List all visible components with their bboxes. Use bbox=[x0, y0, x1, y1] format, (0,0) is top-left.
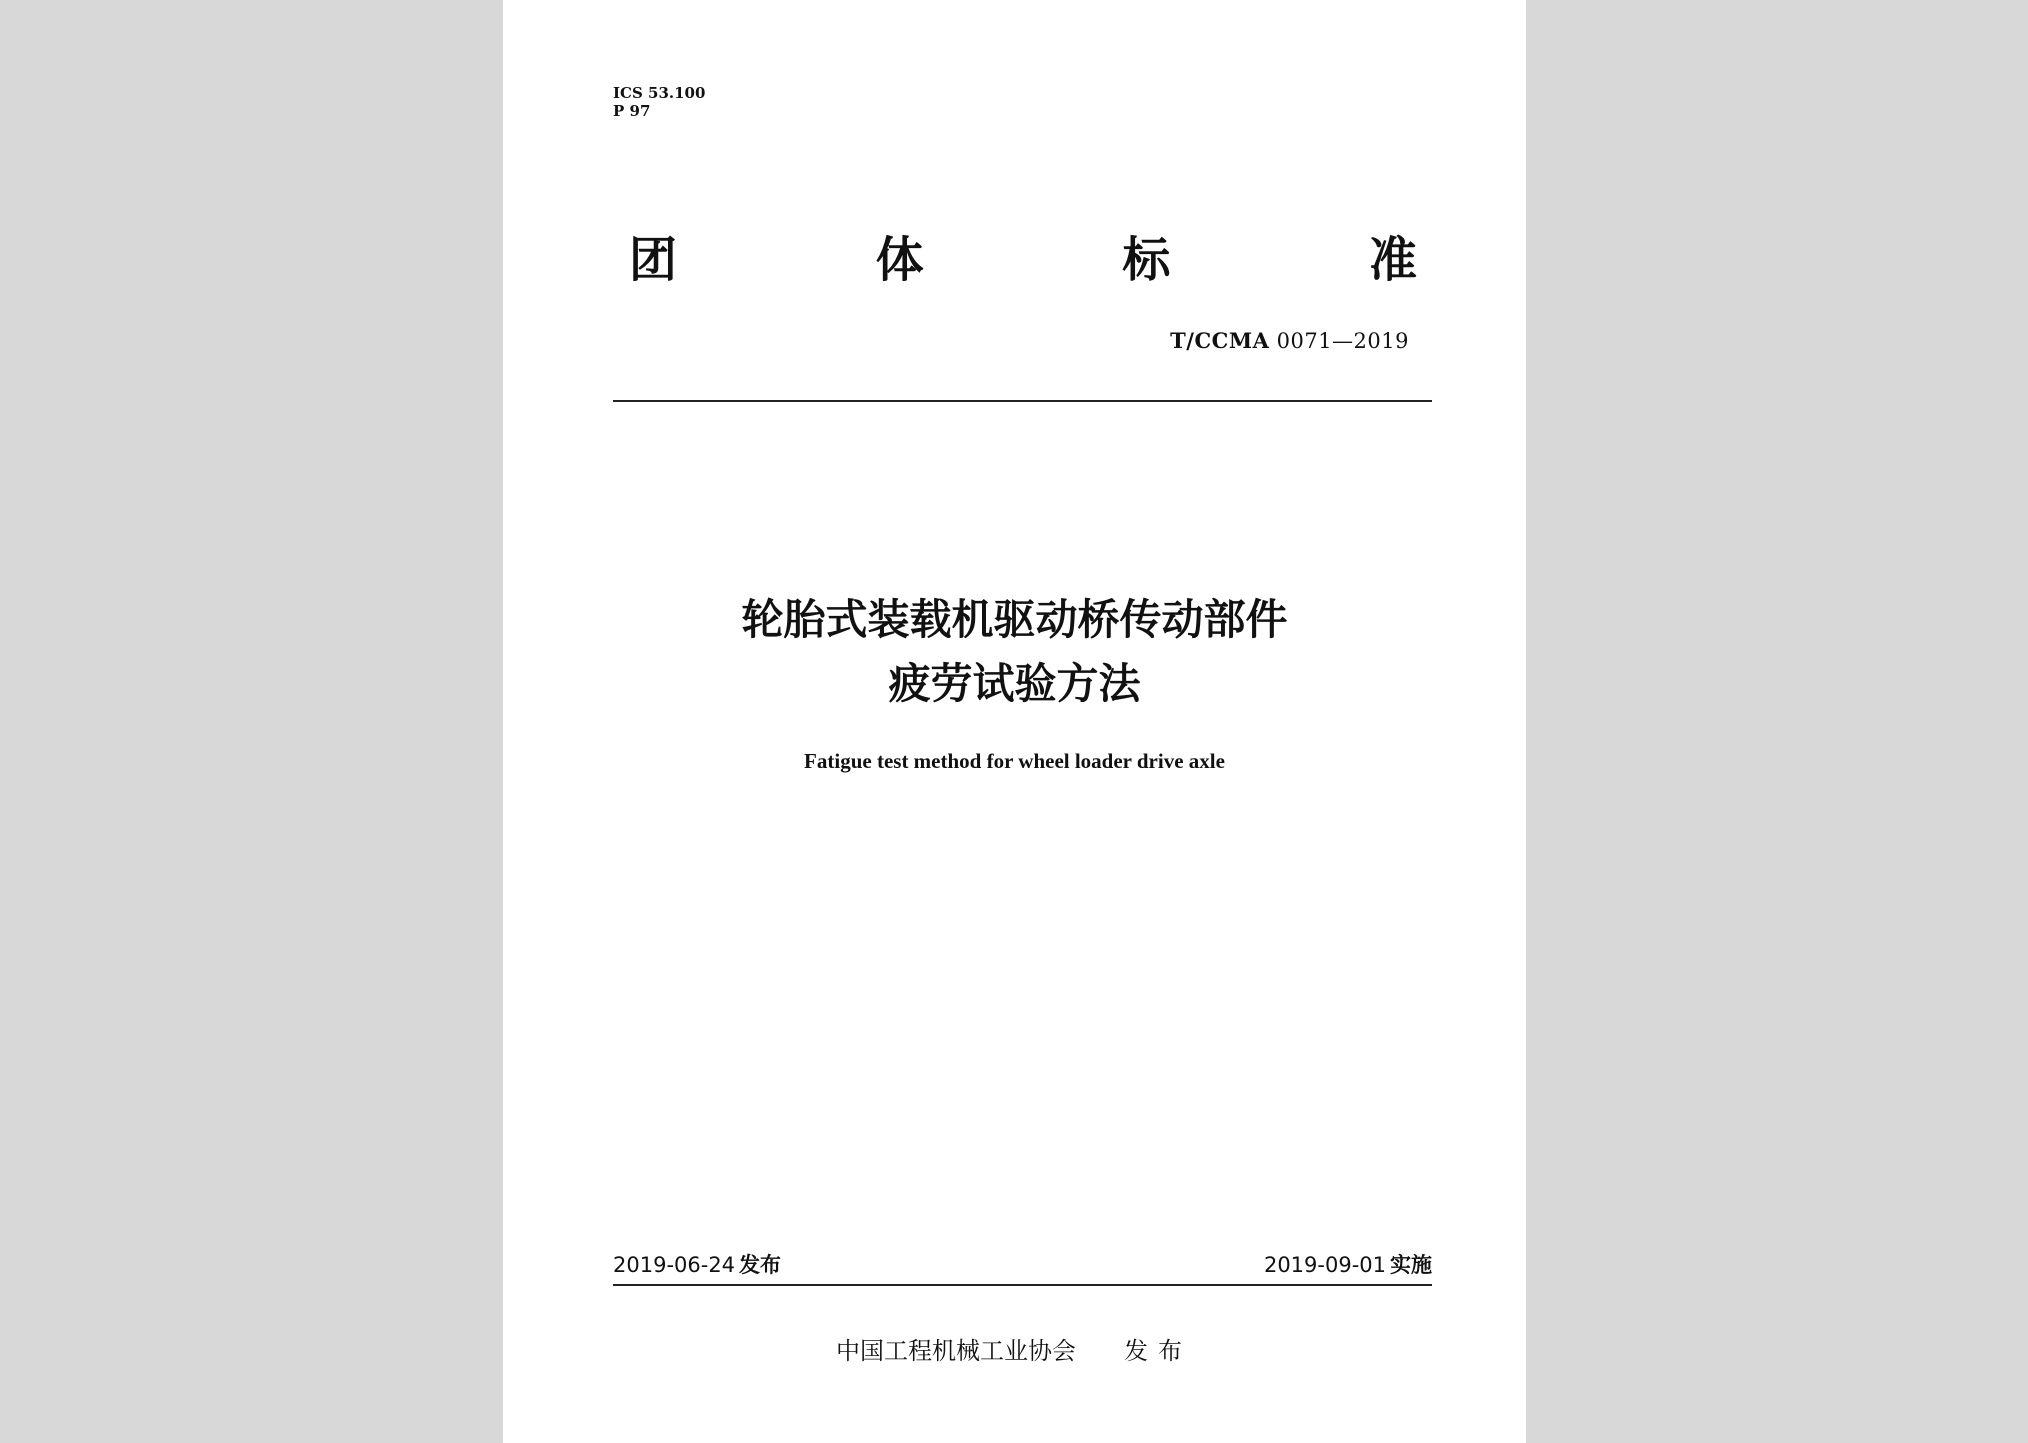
document-page bbox=[503, 0, 1526, 1443]
issue-date-label: 发布 bbox=[739, 1253, 782, 1277]
standard-type-heading bbox=[629, 228, 1417, 292]
standard-type-char: 标 bbox=[1122, 232, 1171, 288]
bottom-divider bbox=[613, 1284, 1432, 1286]
issue-date-value: 2019-06-24 bbox=[613, 1253, 736, 1277]
title-cn-line2: 疲劳试验方法 bbox=[888, 659, 1141, 708]
title-en: Fatigue test method for wheel loader drive axle bbox=[804, 749, 1225, 773]
standard-number bbox=[1170, 328, 1409, 354]
issue-date bbox=[613, 1252, 781, 1278]
standard-number-value: 0071—2019 bbox=[1276, 329, 1409, 353]
top-divider bbox=[613, 400, 1432, 402]
standard-type-char: 体 bbox=[875, 232, 924, 288]
standard-type-char: 团 bbox=[629, 232, 678, 288]
title-cn-line1: 轮胎式装载机驱动桥传动部件 bbox=[741, 595, 1288, 644]
standard-number-prefix: T/CCMA bbox=[1170, 328, 1270, 353]
ics-code: ICS 53.100 bbox=[613, 84, 706, 102]
standard-type-char: 准 bbox=[1368, 232, 1417, 288]
publisher bbox=[836, 1336, 1192, 1366]
ccs-code: P 97 bbox=[613, 102, 651, 120]
implementation-date bbox=[1264, 1252, 1432, 1278]
implementation-date-value: 2019-09-01 bbox=[1263, 1253, 1386, 1277]
implementation-date-label: 实施 bbox=[1390, 1253, 1432, 1277]
publisher-name: 中国工程机械工业协会 bbox=[836, 1337, 1076, 1365]
publisher-label: 发布 bbox=[1124, 1337, 1192, 1365]
